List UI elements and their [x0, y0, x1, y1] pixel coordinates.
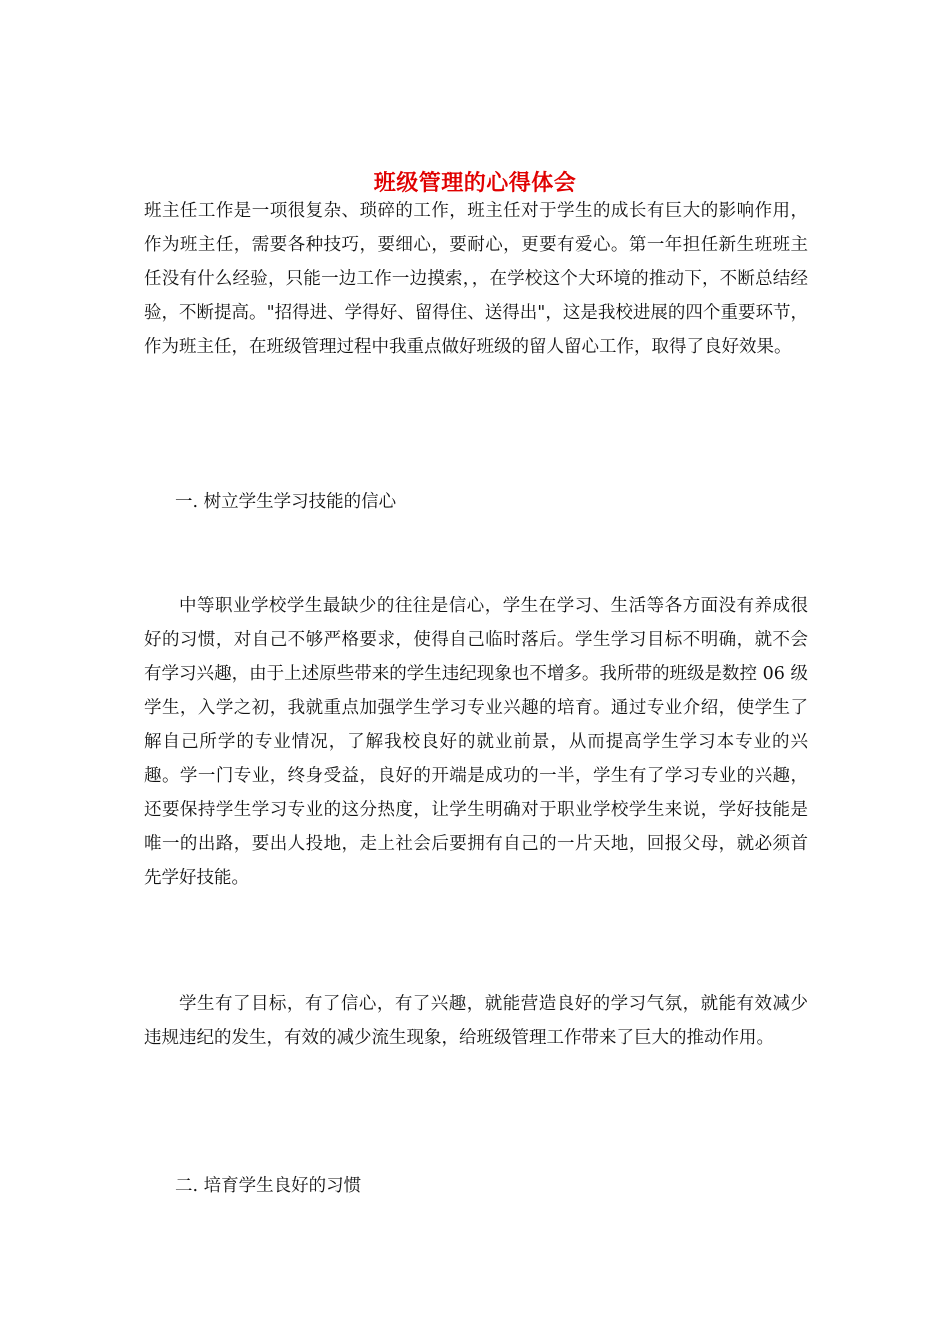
intro-paragraph: 班主任工作是一项很复杂、琐碎的工作，班主任对于学生的成长有巨大的影响作用，作为班主任，需要各种技巧，要细心，要耐心，更要有爱心。第一年担任新生班班主任没有什么经验，只能一边工作一边摸索，，在学校这个大环境的推动下，不断总结经验，不断提高。"招得进、学得好、留得住、送得出"，这是我校进展的四个重要环节，作为班主任，在班级管理过程中我重点做好班级的留人留心工作，取得了良好效果。	[144, 201, 808, 357]
document-title: 班级管理的心得体会	[373, 169, 577, 196]
section-1-paragraph-2: 学生有了目标，有了信心，有了兴趣，就能营造良好的学习气氛，就能有效减少违规违纪的发生，有效的减少流生现象，给班级管理工作带来了巨大的推动作用。	[144, 994, 808, 1048]
section-heading-2: 二. 培育学生良好的习惯	[175, 1176, 362, 1196]
section-1-paragraph-1: 中等职业学校学生最缺少的往往是信心，学生在学习、生活等各方面没有养成很好的习惯，对自己不够严格要求，使得自己临时落后。学生学习目标不明确，就不会有学习兴趣，由于上述原些带来的学生违纪现象也不增多。我所带的班级是数控 06 级学生，入学之初，我就重点加强学生学习专业兴趣的培育。通过专业介绍，使学生了解自己所学的专业情况，了解我校良好的就业前景，从而提高学生学习本专业的兴趣。学一门专业，终身受益，良好的开端是成功的一半，学生有了学习专业的兴趣，还要保持学生学习专业的这分热度，让学生明确对于职业学校学生来说，学好技能是唯一的出路，要出人投地，走上社会后要拥有自己的一片天地，回报父母，就必须首先学好技能。	[144, 596, 808, 888]
section-heading-1: 一. 树立学生学习技能的信心	[175, 492, 397, 512]
